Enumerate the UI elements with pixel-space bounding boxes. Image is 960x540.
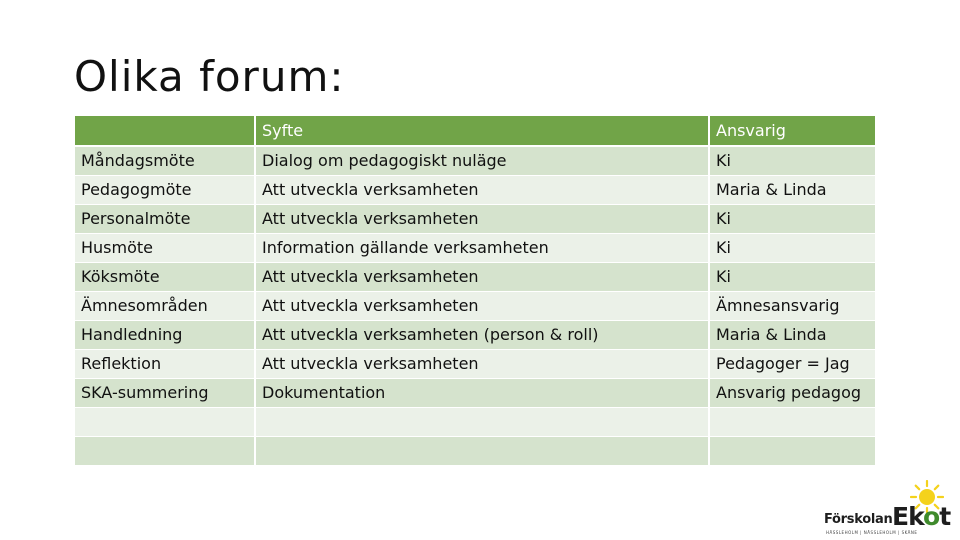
cell-forum (75, 436, 255, 465)
cell-forum: Pedagogmöte (75, 175, 255, 204)
cell-forum: Personalmöte (75, 204, 255, 233)
table-row (75, 320, 875, 349)
cell-ansvarig: Maria & Linda (709, 175, 875, 204)
table-row-empty (75, 407, 875, 436)
table-row (75, 262, 875, 291)
table-row (75, 378, 875, 407)
cell-ansvarig: Ansvarig pedagog (709, 378, 875, 407)
cell-forum: Husmöte (75, 233, 255, 262)
header-cell-forum (75, 116, 255, 146)
cell-syfte: Att utveckla verksamheten (255, 291, 709, 320)
cell-ansvarig: Ki (709, 146, 875, 175)
cell-syfte: Att utveckla verksamheten (person & roll) (255, 320, 709, 349)
table-header-row (75, 116, 875, 146)
cell-syfte: Dokumentation (255, 378, 709, 407)
cell-forum: Måndagsmöte (75, 146, 255, 175)
cell-ansvarig (709, 436, 875, 465)
cell-ansvarig: Maria & Linda (709, 320, 875, 349)
table-row-empty (75, 436, 875, 465)
table-row (75, 349, 875, 378)
cell-forum: Reflektion (75, 349, 255, 378)
cell-syfte: Att utveckla verksamheten (255, 262, 709, 291)
logo-subtitle: HÄSSLEHOLM | NÄSSLEHOLM | SKÄNE (826, 530, 918, 535)
logo-brand-o: o (923, 502, 940, 531)
cell-ansvarig: Ki (709, 204, 875, 233)
cell-forum: Köksmöte (75, 262, 255, 291)
forskolan-ekot-logo (822, 478, 952, 536)
logo-brand-end: t (939, 502, 951, 531)
table-row (75, 175, 875, 204)
cell-ansvarig: Ki (709, 262, 875, 291)
header-cell-syfte: Syfte (255, 116, 709, 146)
cell-forum: Ämnesområden (75, 291, 255, 320)
cell-syfte: Information gällande verksamheten (255, 233, 709, 262)
logo-brand-start: Ek (892, 502, 924, 531)
slide-title: Olika forum: (74, 52, 345, 101)
table-row (75, 233, 875, 262)
table-row (75, 204, 875, 233)
header-cell-ansvarig: Ansvarig (709, 116, 875, 146)
cell-forum: Handledning (75, 320, 255, 349)
cell-syfte: Dialog om pedagogiskt nuläge (255, 146, 709, 175)
cell-syfte (255, 407, 709, 436)
cell-forum: SKA-summering (75, 378, 255, 407)
cell-forum (75, 407, 255, 436)
cell-ansvarig: Pedagoger = Jag (709, 349, 875, 378)
forum-table (75, 116, 875, 466)
cell-ansvarig: Ämnesansvarig (709, 291, 875, 320)
cell-syfte: Att utveckla verksamheten (255, 204, 709, 233)
logo-prefix: Förskolan (824, 512, 893, 527)
logo-brand (892, 502, 950, 531)
cell-ansvarig: Ki (709, 233, 875, 262)
cell-syfte (255, 436, 709, 465)
cell-syfte: Att utveckla verksamheten (255, 349, 709, 378)
table-row (75, 146, 875, 175)
table-row (75, 291, 875, 320)
cell-ansvarig (709, 407, 875, 436)
cell-syfte: Att utveckla verksamheten (255, 175, 709, 204)
